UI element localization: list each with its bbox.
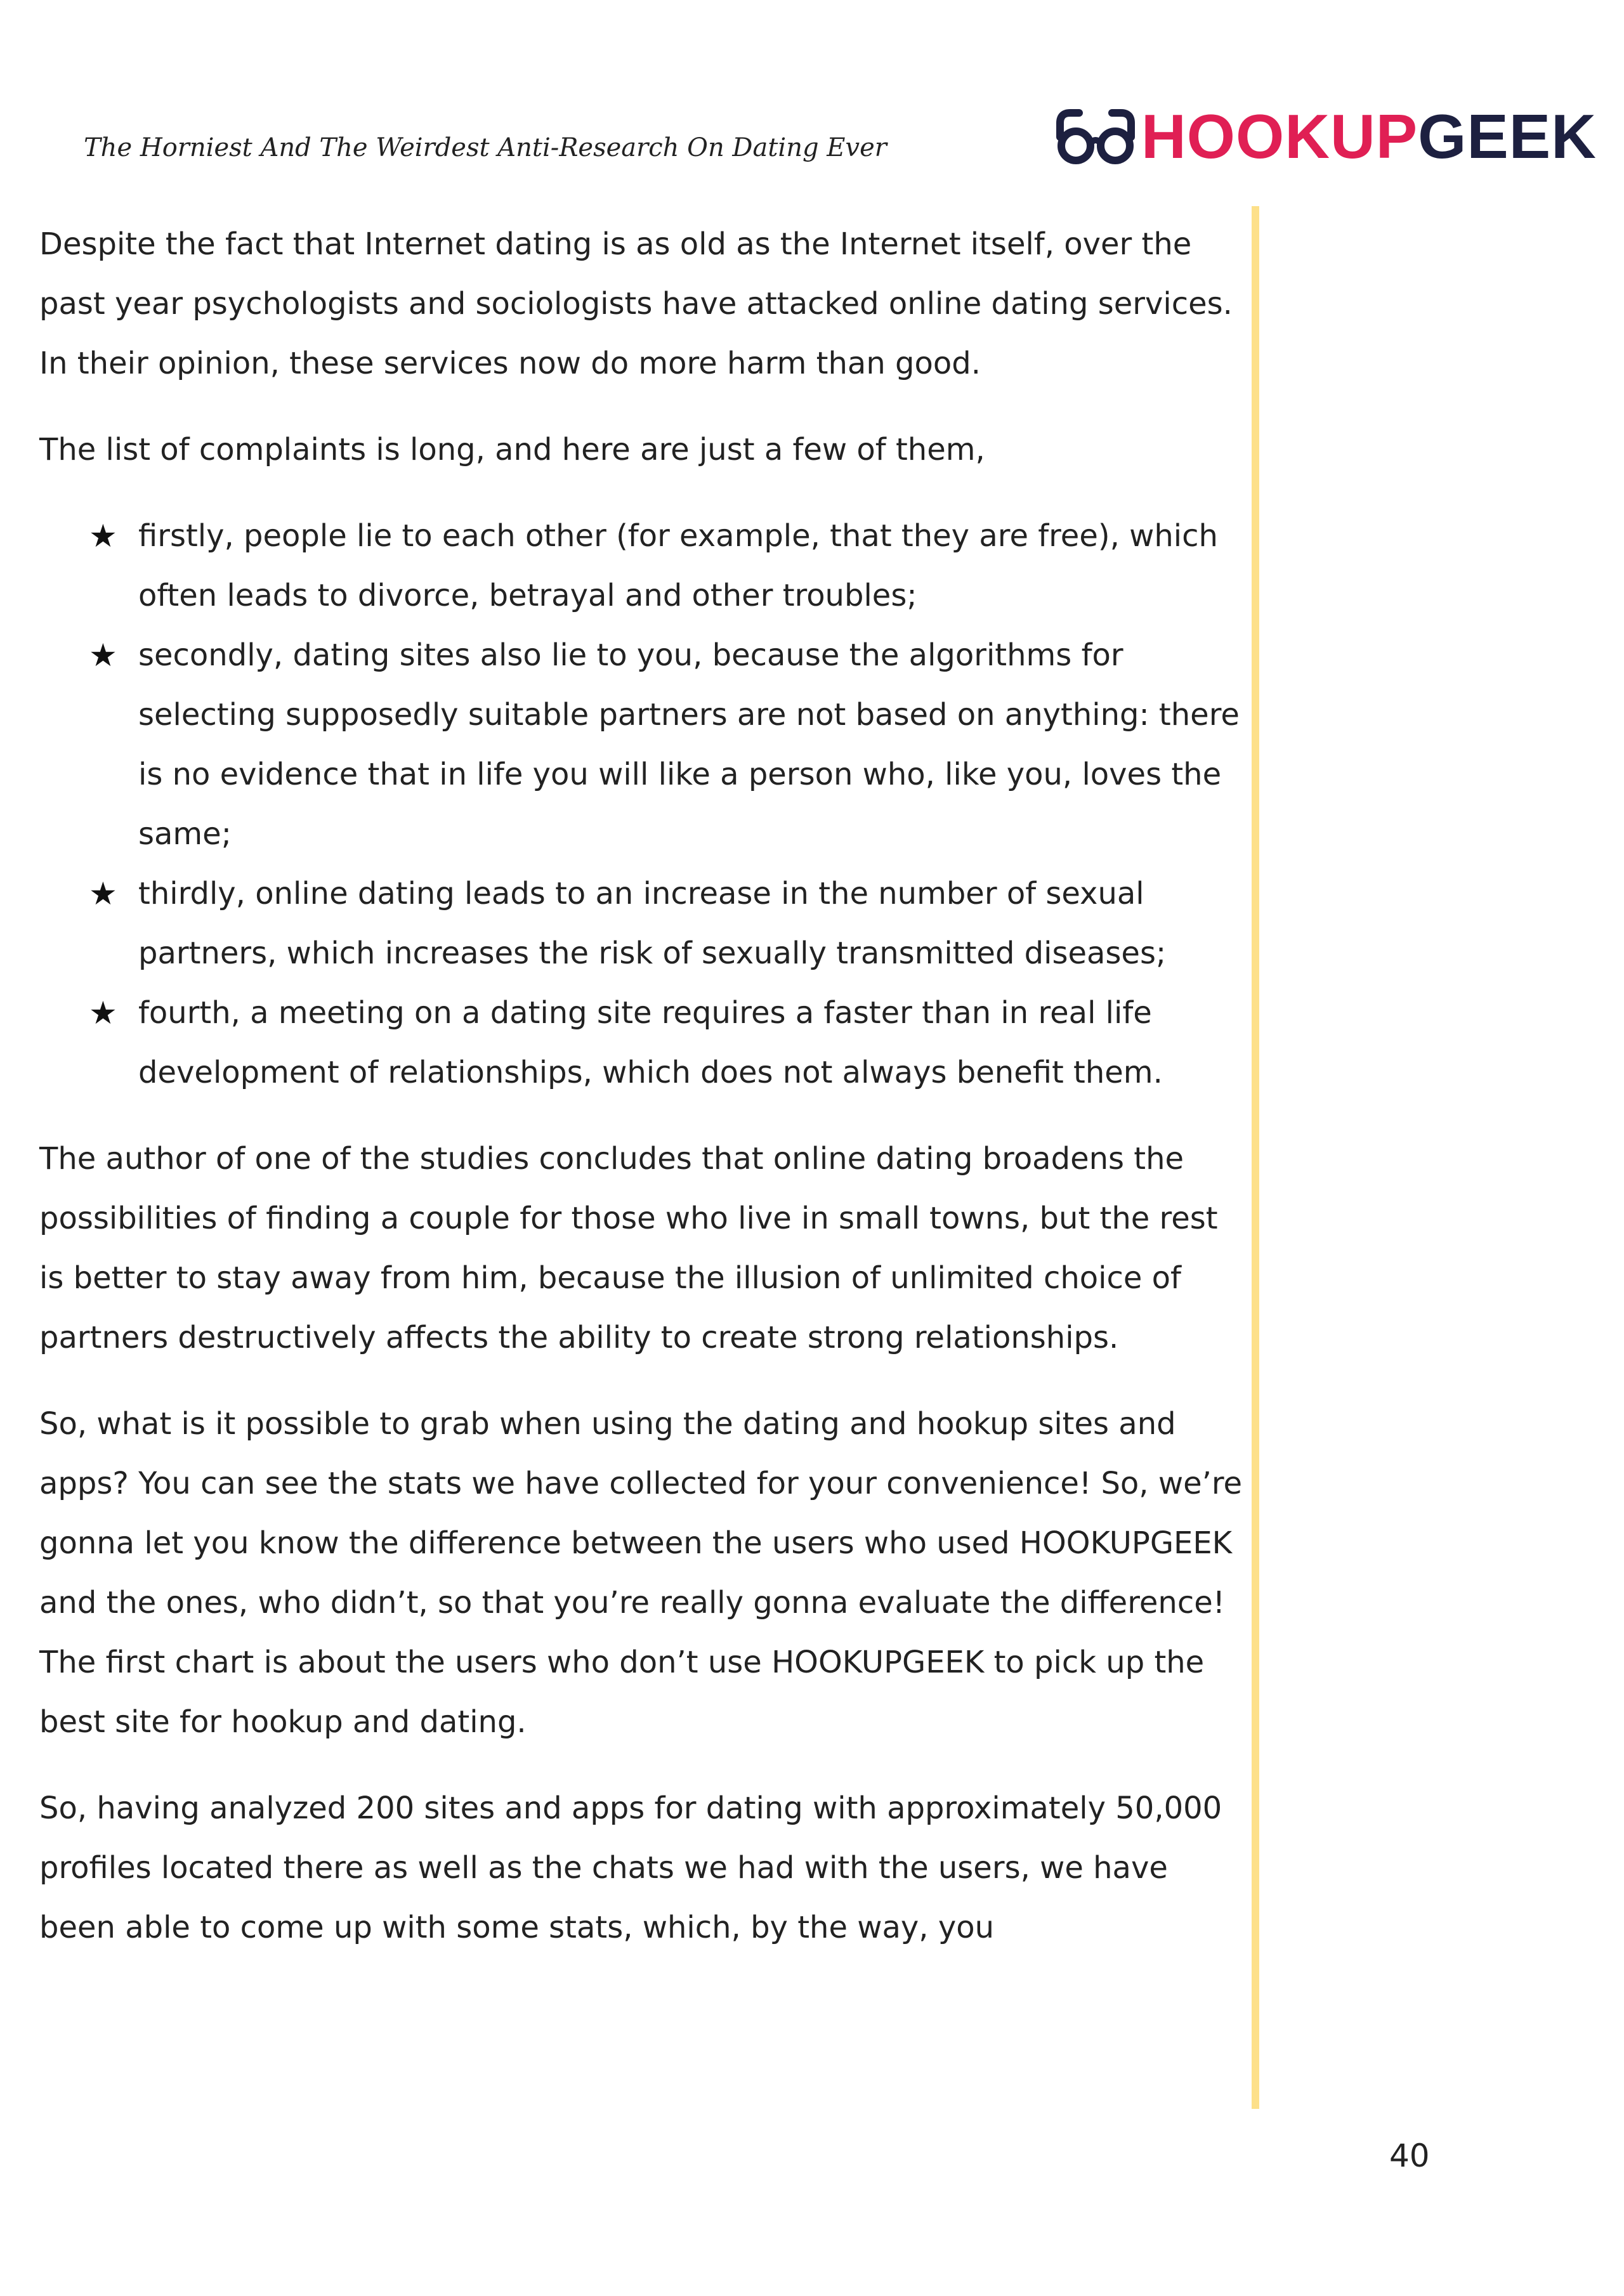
body-text [39, 214, 1248, 1984]
list-item-text: secondly, dating sites also lie to you, because the algorithms for selecting supposedly suitable partners are not based on anything: there is no evidence that in life you will like a person who, like you, loves the same; [138, 637, 1240, 852]
logo-text-geek: GEEK [1418, 101, 1597, 171]
paragraph: So, having analyzed 200 sites and apps for dating with approximately 50,000 profiles located there as well as the chats we had with the users, we have been able to come up with some stats, which, by the way, you [39, 1790, 1222, 1945]
glasses-icon [1056, 108, 1135, 165]
hookupgeek-logo [1056, 101, 1597, 171]
paragraph: The list of complaints is long, and here are just a few of them, [39, 432, 985, 467]
paragraph: The author of one of the studies concludes that online dating broadens the possibilities of finding a couple for those who live in small towns, but the rest is better to stay away from him, because the illusion of unlimited choice of partners destructively affects the ability to create strong relationships. [39, 1141, 1218, 1355]
paragraph: So, what is it possible to grab when using the dating and hookup sites and apps? You can see the stats we have collected for your convenience! So, we’re gonna let you know the difference between the users who used HOOKUPGEEK and the ones, who didn’t, so that you’re really gonna evaluate the difference! The first chart is about the users who don’t use HOOKUPGEEK to pick up the best site for hookup and dating. [39, 1406, 1243, 1740]
list-item [39, 625, 1248, 864]
star-icon: ★ [89, 518, 117, 554]
list-item [39, 864, 1248, 983]
side-accent-bar [1252, 206, 1259, 2109]
star-icon: ★ [89, 875, 117, 912]
list-item-text: firstly, people lie to each other (for example, that they are free), which often leads to divorce, betrayal and other troubles; [138, 518, 1218, 613]
complaints-list [39, 506, 1248, 1102]
paragraph: Despite the fact that Internet dating is as old as the Internet itself, over the past year psychologists and sociologists have attacked online dating services. In their opinion, these services now do more harm than good. [39, 226, 1233, 381]
list-item-text: fourth, a meeting on a dating site requires a faster than in real life development of relationships, which does not always benefit them. [138, 995, 1163, 1090]
header-tagline: The Horniest And The Weirdest Anti-Research On Dating Ever [84, 133, 887, 162]
star-icon: ★ [89, 637, 117, 674]
list-item [39, 983, 1248, 1102]
list-item [39, 506, 1248, 625]
list-item-text: thirdly, online dating leads to an increase in the number of sexual partners, which increases the risk of sexually transmitted diseases; [138, 876, 1167, 971]
page-number: 40 [1389, 2137, 1430, 2174]
star-icon: ★ [89, 995, 117, 1031]
logo-text-hookup: HOOKUP [1141, 101, 1418, 171]
